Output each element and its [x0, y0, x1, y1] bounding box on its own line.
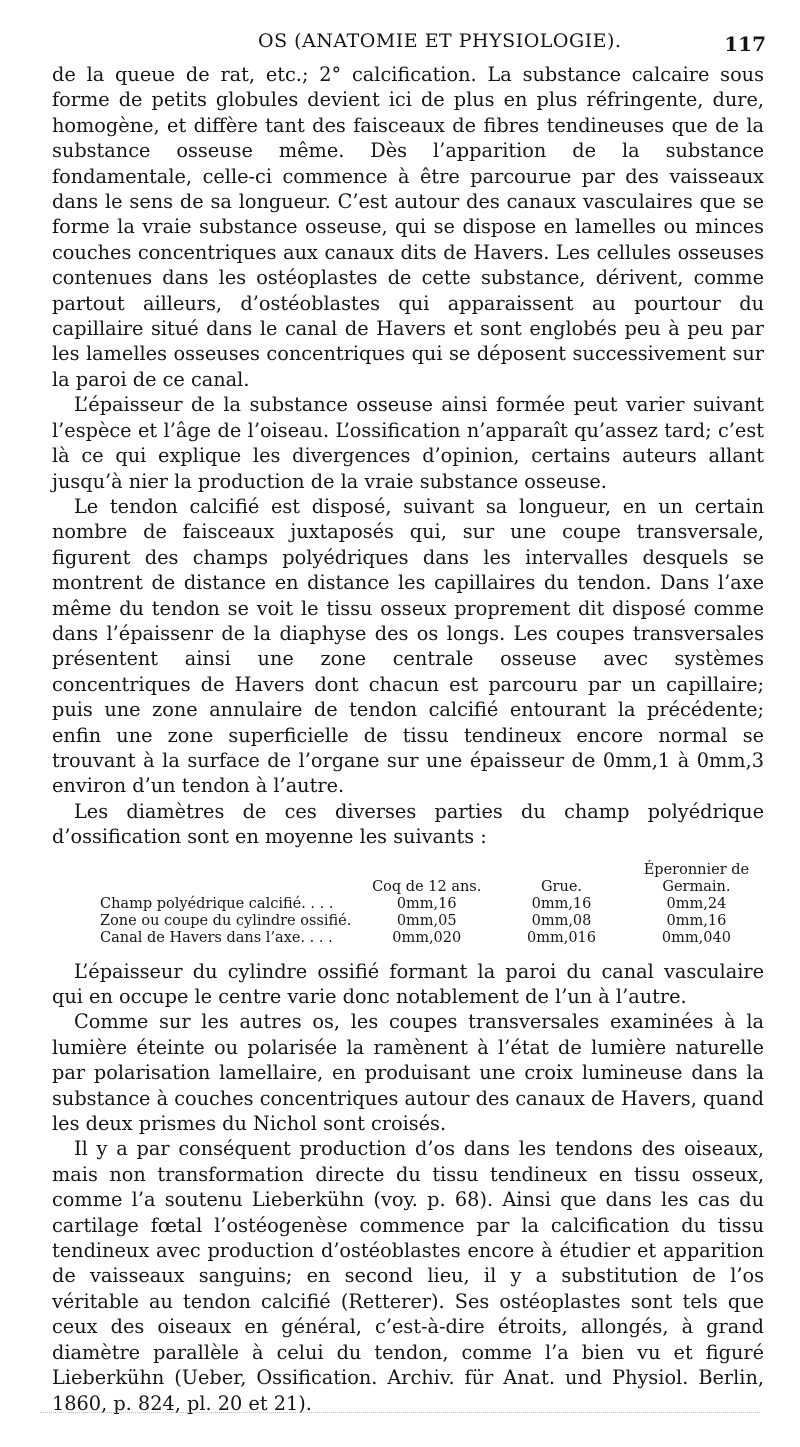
table-row: [100, 913, 764, 930]
table-cell: 0mm,020: [392, 929, 462, 946]
table-header-row: [100, 862, 764, 896]
paragraph: Les diamètres de ces diverses parties du champ polyédrique d’ossification sont en moyenne les suivants :: [52, 799, 764, 849]
table-header-cell: [100, 862, 359, 896]
paragraph: L’épaisseur du cylindre ossifié formant la paroi du canal vasculaire qui en occupe le centre varie donc notablement de l’un à l’autre.: [52, 959, 764, 1008]
table-cell: 0mm,16: [396, 895, 457, 912]
table-cell: 0mm,040: [661, 929, 731, 946]
table-header-cell: Grue.: [540, 878, 583, 895]
paragraph: Comme sur les autres os, les coupes transversales examinées à la lumière éteinte ou polarisée la ramènent à l’état de lumière naturelle par polarisation lamellaire, en produisant une croix lumineuse dans la substance à couches concentriques autour des canaux de Havers, quand les deux prismes du Nichol sont croisés.: [52, 1010, 764, 1136]
paragraph: de la queue de rat, etc.; 2° calcification. La substance calcaire sous forme de petits globules devient ici de plus en plus réfringente, dure, homogène, et diffère tant des faisceaux de fibres tendineuses que de la substance osseuse même. Dès l’apparition de la substance fondamentale, celle-ci commence à être parcourue par des vaisseaux dans le sens de sa longueur. C’est autour des canaux vasculaires que se forme la vraie substance osseuse, qui se dispose en lamelles ou minces couches concentriques aux canaux dits de Havers. Les cellules osseuses contenues dans les ostéoplastes de cette substance, dérivent, comme partout ailleurs, d’ostéoblastes qui apparaissent au pourtour du capillaire situé dans le canal de Havers et sont englobés peu à peu par les lamelles osseuses concentriques qui se déposent successivement sur la paroi de ce canal.: [52, 63, 764, 391]
paragraph: Le tendon calcifié est disposé, suivant sa longueur, en un certain nombre de faisceaux juxtaposés qui, sur une coupe transversale, figurent des champs polyédriques dans les intervalles desquels se montrent de distance en distance les capillaires du tendon. Dans l’axe même du tendon se voit le tissu osseux proprement dit disposé comme dans l’épaissenr de la diaphyse des os longs. Les coupes transversales présentent ainsi une zone centrale osseuse avec systèmes concentriques de Havers dont chacun est parcouru par un capillaire; puis une zone annulaire de tendon calcifié entourant la précédente; enfin une zone superficielle de tissu tendineux encore normal se trouvant à la surface de l’organe sur une épaisseur de 0mm,1 à 0mm,3 environ d’un tendon à l’autre.: [52, 494, 764, 798]
body-text: [52, 62, 764, 1416]
table-cell: 0mm,16: [531, 895, 592, 912]
table-cell: 0mm,24: [666, 895, 727, 912]
page-number: 117: [724, 32, 766, 56]
paragraph: Il y a par conséquent production d’os dans les tendons des oiseaux, mais non transformation directe du tissu tendineux en tissu osseux, comme l’a soutenu Lieberkühn (voy. p. 68). Ainsi que dans les cas du cartilage fœtal l’ostéogenèse commence par la calcification du tissu tendineux avec production d’ostéoblastes encore à étudier et apparition de vaisseaux sanguins; en second lieu, il y a substitution de l’os véritable au tendon calcifié (Retterer). Ses ostéoplastes sont tels que ceux des oiseaux en général, c’est-à-dire étroits, allongés, à grand diamètre parallèle à celui du tendon, comme l’a bien vu et figuré Lieberkühn (Ueber, Ossification. Archiv. für Anat. und Physiol. Berlin, 1860, p. 824, pl. 20 et 21).: [52, 1137, 764, 1415]
table-row: [100, 930, 764, 947]
row-label: Canal de Havers dans l’axe. . . .: [100, 929, 333, 946]
table-cell: 0mm,16: [666, 912, 727, 929]
table-header-cell: Coq de 12 ans.: [372, 878, 482, 895]
diameters-table: [100, 862, 764, 947]
running-head: OS (ANATOMIE ET PHYSIOLOGIE).: [258, 30, 622, 52]
table-cell: 0mm,016: [526, 929, 596, 946]
table-cell: 0mm,05: [396, 912, 457, 929]
table-cell: 0mm,08: [531, 912, 592, 929]
row-label: Champ polyédrique calcifié. . . .: [100, 895, 334, 912]
paragraph: L’épaisseur de la substance osseuse ainsi formée peut varier suivant l’espèce et l’âge de l’oiseau. L’ossification n’apparaît qu’assez tard; c’est là ce qui explique les divergences d’opinion, certains auteurs allant jusqu’à nier la production de la vraie substance osseuse.: [52, 393, 764, 493]
page-header: [0, 30, 800, 60]
table-row: [100, 896, 764, 913]
row-label: Zone ou coupe du cylindre ossifié.: [100, 912, 352, 929]
table-header-cell: Éperonnier de Germain.: [643, 861, 750, 895]
scan-artifact-line: [40, 1412, 760, 1415]
